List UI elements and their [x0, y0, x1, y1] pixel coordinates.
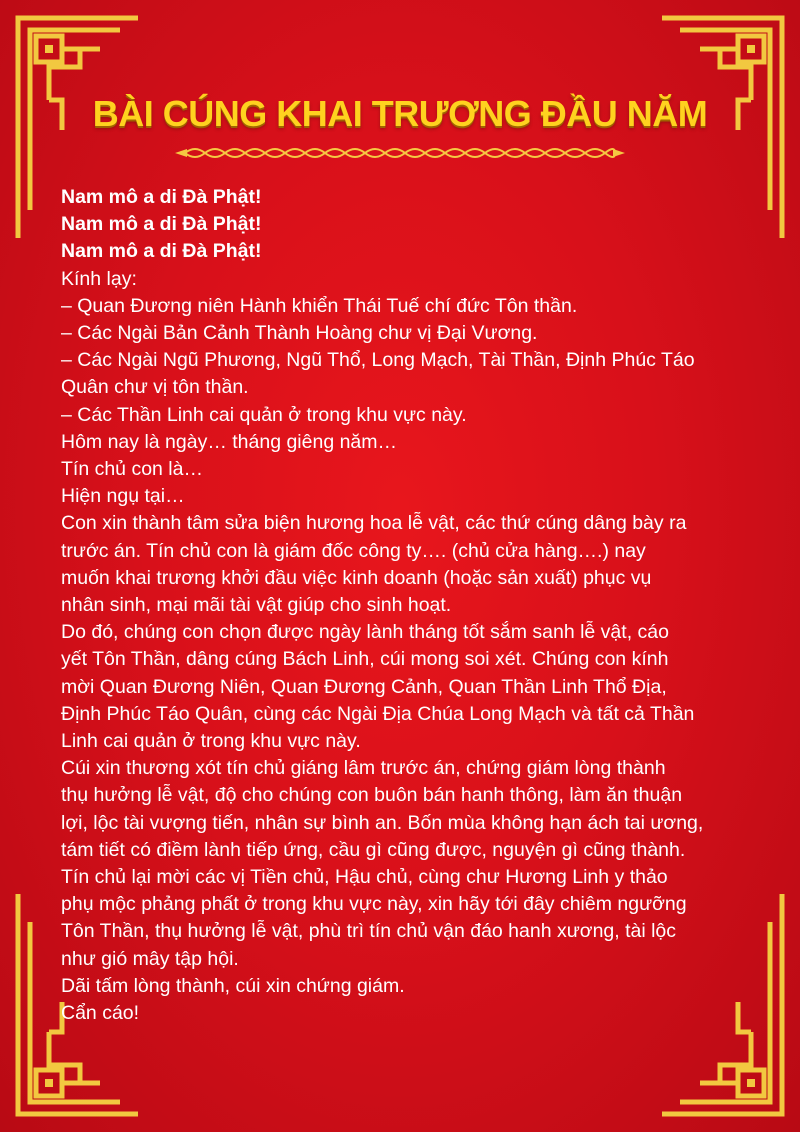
- text-line: yết Tôn Thần, dâng cúng Bách Linh, cúi mong soi xét. Chúng con kính: [61, 648, 669, 671]
- text-line: Linh cai quản ở trong khu vực này.: [61, 730, 361, 753]
- text-line: lợi, lộc tài vượng tiến, nhân sự bình an. Bốn mùa không hạn ách tai ương,: [61, 811, 704, 834]
- text-line: Định Phúc Táo Quân, cùng các Ngài Địa Chúa Long Mạch và tất cả Thần: [61, 702, 695, 725]
- text-line: phụ mộc phảng phất ở trong khu vực này, xin hãy tới đây chiêm ngưỡng: [61, 893, 687, 916]
- page-title: BÀI CÚNG KHAI TRƯƠNG ĐẦU NĂM: [92, 93, 708, 134]
- title-divider-ornament: [175, 143, 625, 163]
- text-line: – Các Ngài Ngũ Phương, Ngũ Thổ, Long Mạch, Tài Thần, Định Phúc Táo: [61, 349, 695, 372]
- text-line: tám tiết có điềm lành tiếp ứng, cầu gì cũng được, nguyện gì cũng thành.: [61, 838, 686, 861]
- text-line: Kính lạy:: [61, 267, 137, 290]
- text-line: Cẩn cáo!: [61, 1002, 140, 1025]
- text-line: Hiện ngụ tại…: [61, 485, 185, 508]
- prayer-text: [61, 184, 761, 1027]
- text-line: Con xin thành tâm sửa biện hương hoa lễ vật, các thứ cúng dâng bày ra: [61, 512, 687, 535]
- text-line: Tôn Thần, thụ hưởng lễ vật, phù trì tín chủ vận đáo hanh xương, tài lộc: [61, 920, 677, 943]
- text-line: Hôm nay là ngày… tháng giêng năm…: [61, 430, 398, 453]
- text-line: Dãi tấm lòng thành, cúi xin chứng giám.: [61, 974, 405, 997]
- text-line: Nam mô a di Đà Phật!: [61, 240, 262, 263]
- text-line: trước án. Tín chủ con là giám đốc công ty…. (chủ cửa hàng….) nay: [61, 539, 646, 562]
- text-line: nhân sinh, mại mãi tài vật giúp cho sinh hoạt.: [61, 594, 452, 617]
- text-line: Nam mô a di Đà Phật!: [61, 186, 262, 208]
- text-line: – Các Thần Linh cai quản ở trong khu vực này.: [61, 403, 467, 426]
- text-line: – Quan Đương niên Hành khiển Thái Tuế chí đức Tôn thần.: [61, 294, 578, 317]
- text-line: thụ hưởng lễ vật, độ cho chúng con buôn bán hanh thông, làm ăn thuận: [61, 784, 683, 807]
- text-line: Quân chư vị tôn thần.: [61, 376, 249, 399]
- text-line: Cúi xin thương xót tín chủ giáng lâm trước án, chứng giám lòng thành: [61, 757, 666, 780]
- text-line: như gió mây tập hội.: [61, 947, 239, 970]
- text-line: mời Quan Đương Niên, Quan Đương Cảnh, Quan Thần Linh Thổ Địa,: [61, 675, 667, 698]
- text-line: Do đó, chúng con chọn được ngày lành tháng tốt sắm sanh lễ vật, cáo: [61, 621, 669, 644]
- text-line: Tín chủ lại mời các vị Tiền chủ, Hậu chủ, cùng chư Hương Linh y thảo: [61, 866, 668, 889]
- text-line: – Các Ngài Bản Cảnh Thành Hoàng chư vị Đại Vương.: [61, 322, 538, 345]
- text-line: muốn khai trương khởi đầu việc kinh doanh (hoặc sản xuất) phục vụ: [61, 566, 652, 589]
- text-line: Nam mô a di Đà Phật!: [61, 213, 262, 236]
- text-line: Tín chủ con là…: [61, 458, 203, 481]
